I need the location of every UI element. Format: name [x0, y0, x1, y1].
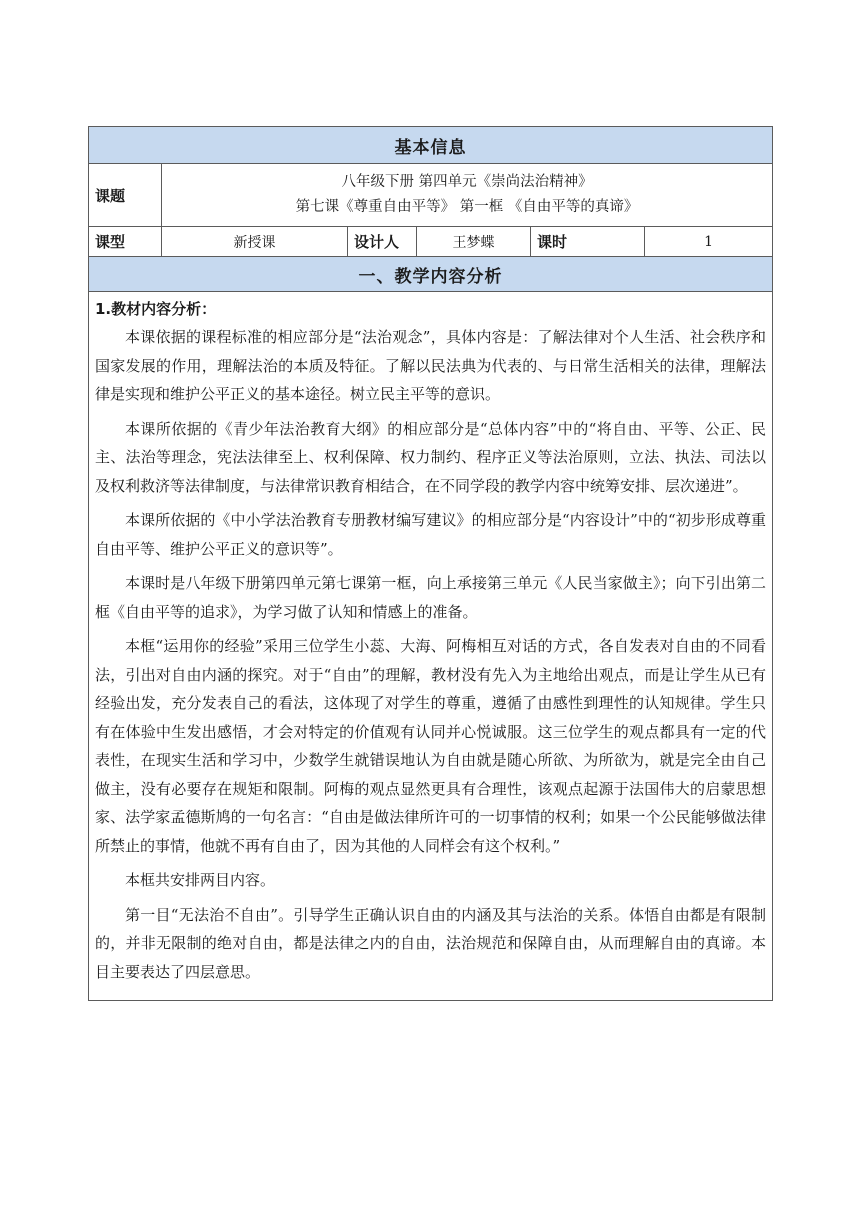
type-value: 新授课 — [162, 227, 348, 257]
section-title: 一、教学内容分析 — [89, 257, 773, 292]
designer-label: 设计人 — [348, 227, 417, 257]
paragraph: 本课时是八年级下册第四单元第七课第一框，向上承接第三单元《人民当家做主》；向下引出第二框《自由平等的追求》，为学习做了认知和情感上的准备。 — [95, 574, 767, 621]
topic-line-1: 八年级下册 第四单元《崇尚法治精神》 — [341, 174, 593, 190]
section-content — [89, 292, 773, 1001]
paragraph: 本课依据的课程标准的相应部分是“法治观念”，具体内容是：了解法律对个人生活、社会秩序和国家发展的作用，理解法治的本质及特征。了解以民法典为代表的、与日常生活相关的法律，理解法律是实现和维护公平正义的基本途径。树立民主平等的意识。 — [95, 328, 767, 403]
subheading: 1.教材内容分析： — [95, 300, 217, 318]
type-label: 课型 — [89, 227, 162, 257]
paragraph: 本框共安排两目内容。 — [125, 871, 276, 889]
designer-value: 王梦蝶 — [417, 227, 531, 257]
topic-line-2: 第七课《尊重自由平等》 第一框 《自由平等的真谛》 — [295, 199, 639, 215]
paragraph: 本课所依据的《青少年法治教育大纲》的相应部分是“总体内容”中的“将自由、平等、公正、民主、法治等理念，宪法法律至上、权利保障、权力制约、程序正义等法治原则，立法、执法、司法以及权利救济等法律制度，与法律常识教育相结合，在不同学段的教学内容中统筹安排、层次递进”。 — [95, 419, 767, 495]
lesson-plan-table — [88, 126, 773, 1001]
basic-info-header: 基本信息 — [89, 127, 773, 164]
paragraph: 本课所依据的《中小学法治教育专册教材编写建议》的相应部分是“内容设计”中的“初步形成尊重自由平等、维护公平正义的意识等”。 — [95, 511, 767, 558]
paragraph: 本框“运用你的经验”采用三位学生小蕊、大海、阿梅相互对话的方式，各自发表对自由的不同看法，引出对自由内涵的探究。对于“自由”的理解，教材没有先入为主地给出观点，而是让学生从已有经验出发，充分发表自己的看法，这体现了对学生的尊重，遵循了由感性到理性的认知规律。学生只有在体验中生发出感悟，才会对特定的价值观有认同并心悦诚服。这三位学生的观点都具有一定的代表性，在现实生活和学习中，少数学生就错误地认为自由就是随心所欲、为所欲为，就是完全由自己做主，没有必要存在规矩和限制。阿梅的观点显然更具有合理性，该观点起源于法国伟大的启蒙思想家、法学家孟德斯鸠的一句名言：“自由是做法律所许可的一切事情的权利；如果一个公民能够做法律所禁止的事情，他就不再有自由了，因为其他的人同样会有这个权利。” — [95, 637, 767, 855]
hours-value: 1 — [645, 227, 773, 257]
topic-label: 课题 — [89, 164, 162, 227]
paragraph: 第一目“无法治不自由”。引导学生正确认识自由的内涵及其与法治的关系。体悟自由都是有限制的，并非无限制的绝对自由，都是法律之内的自由，法治规范和保障自由，从而理解自由的真谛。本目主要表达了四层意思。 — [95, 905, 767, 981]
hours-label: 课时 — [531, 227, 645, 257]
topic-value — [162, 164, 773, 227]
